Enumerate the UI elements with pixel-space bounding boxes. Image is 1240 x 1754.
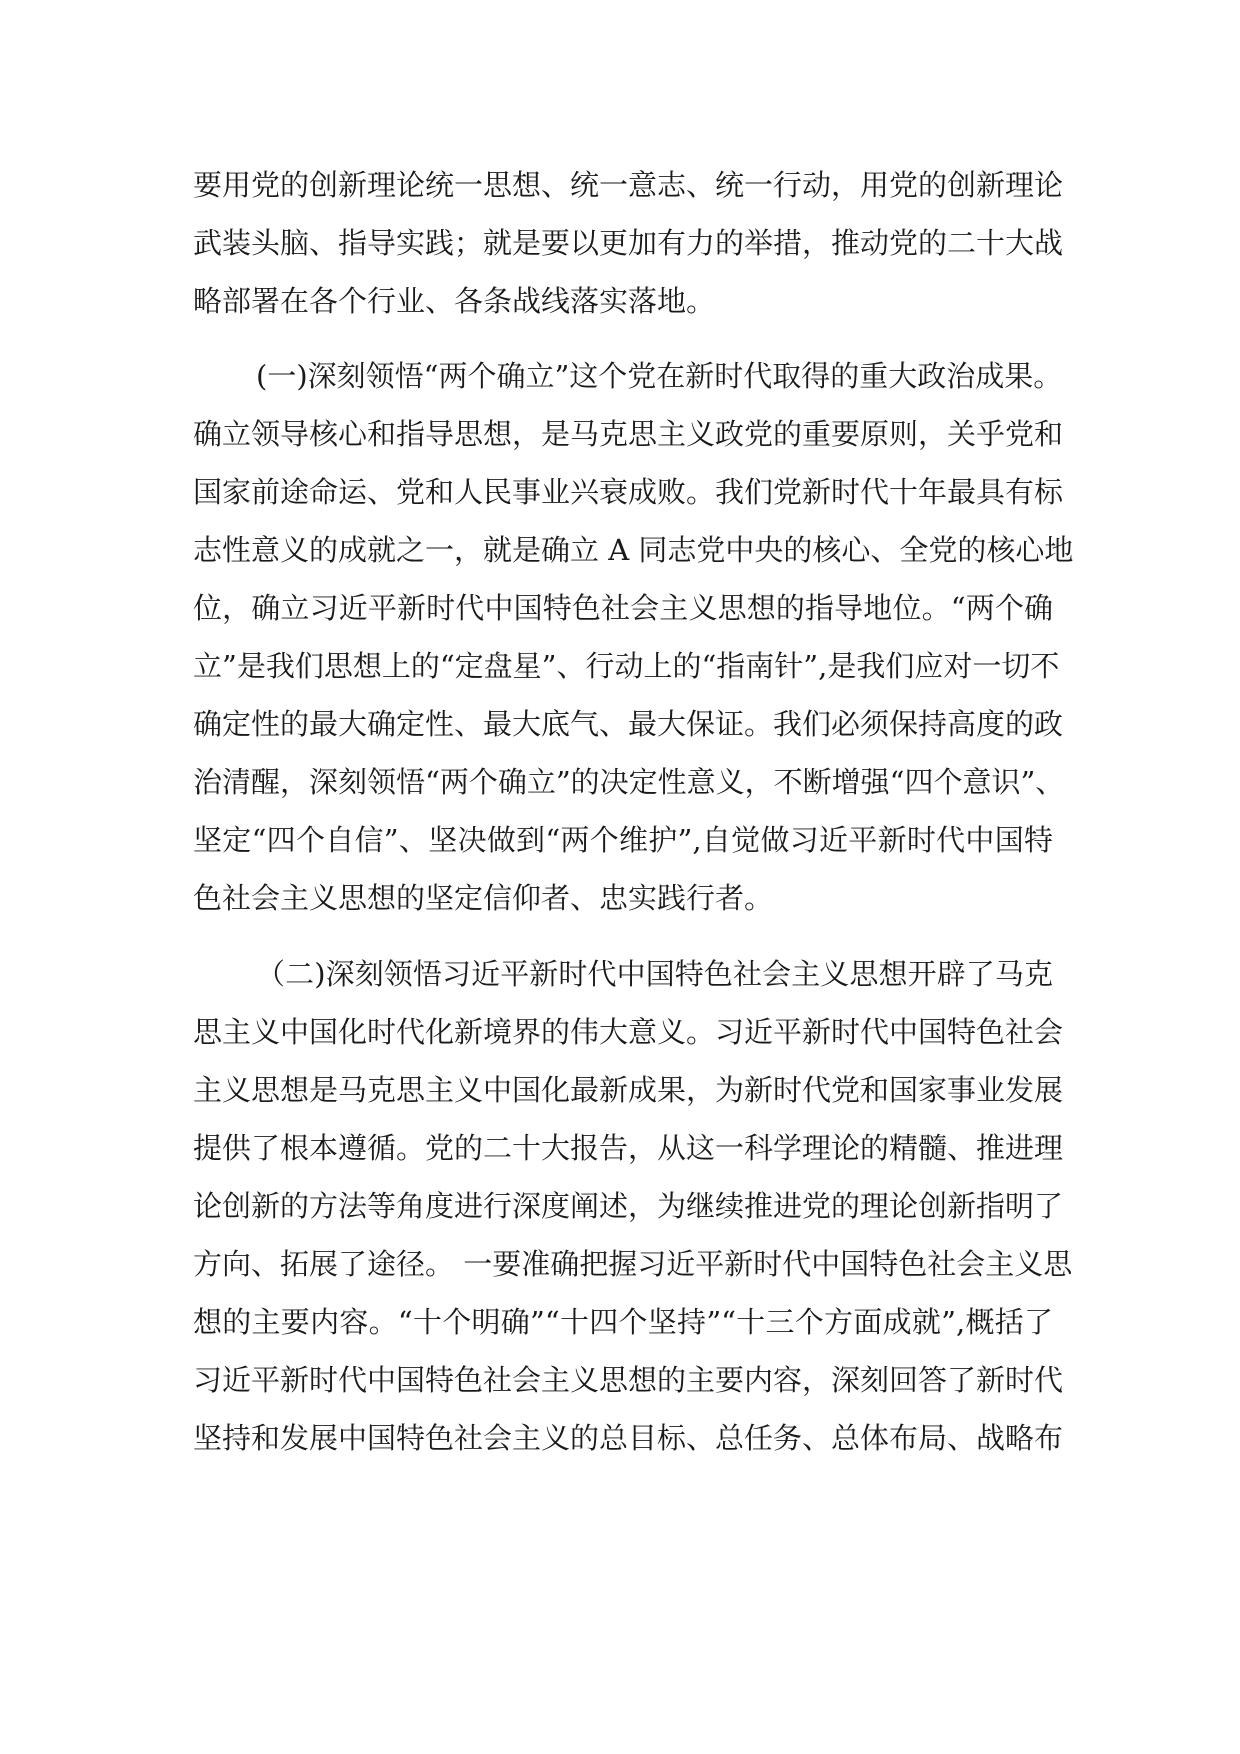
text-line: 略部署在各个行业、各条战线落实落地。 <box>193 284 716 318</box>
text-line: （二)深刻领悟习近平新时代中国特色社会主义思想开辟了马克 <box>256 957 1053 991</box>
text-line: 主义思想是马克思主义中国化最新成果，为新时代党和国家事业发展 <box>193 1073 1064 1107</box>
text-line: (一)深刻领悟“两个确立”这个党在新时代取得的重大政治成果。 <box>256 359 1063 393</box>
text-line: 坚持和发展中国特色社会主义的总目标、总任务、总体布局、战略布 <box>193 1421 1064 1455</box>
text-line: 确立领导核心和指导思想，是马克思主义政党的重要原则，关乎党和 <box>193 417 1064 451</box>
text-line: 色社会主义思想的坚定信仰者、忠实践行者。 <box>193 881 774 915</box>
text-line: 位，确立习近平新时代中国特色社会主义思想的指导地位。“两个确 <box>193 591 1053 625</box>
text-line: 治清醒，深刻领悟“两个确立”的决定性意义，不断增强“四个意识”、 <box>193 765 1065 799</box>
text-line: 立”是我们思想上的“定盘星”、行动上的“指南针”,是我们应对一切不 <box>193 649 1060 683</box>
text-line: 坚定“四个自信”、坚决做到“两个维护”,自觉做习近平新时代中国特 <box>193 823 1053 857</box>
text-line: 志性意义的成就之一，就是确立 A 同志党中央的核心、全党的核心地 <box>193 533 1074 567</box>
text-line: 论创新的方法等角度进行深度阐述，为继续推进党的理论创新指明了 <box>193 1189 1064 1223</box>
text-line: 国家前途命运、党和人民事业兴衰成败。我们党新时代十年最具有标 <box>193 475 1064 509</box>
text-line: 想的主要内容。“十个明确”“十四个坚持”“十三个方面成就”,概括了 <box>193 1305 1053 1339</box>
text-line: 武装头脑、指导实践；就是要以更加有力的举措，推动党的二十大战 <box>193 226 1064 260</box>
text-line: 确定性的最大确定性、最大底气、最大保证。我们必须保持高度的政 <box>193 707 1064 741</box>
text-line: 思主义中国化时代化新境界的伟大意义。习近平新时代中国特色社会 <box>193 1015 1064 1049</box>
text-line: 方向、拓展了途径。 一要准确把握习近平新时代中国特色社会主义思 <box>193 1247 1073 1281</box>
text-line: 习近平新时代中国特色社会主义思想的主要内容，深刻回答了新时代 <box>193 1363 1064 1397</box>
text-line: 提供了根本遵循。党的二十大报告，从这一科学理论的精髓、推进理 <box>193 1131 1064 1165</box>
text-line: 要用党的创新理论统一思想、统一意志、统一行动，用党的创新理论 <box>193 168 1064 202</box>
